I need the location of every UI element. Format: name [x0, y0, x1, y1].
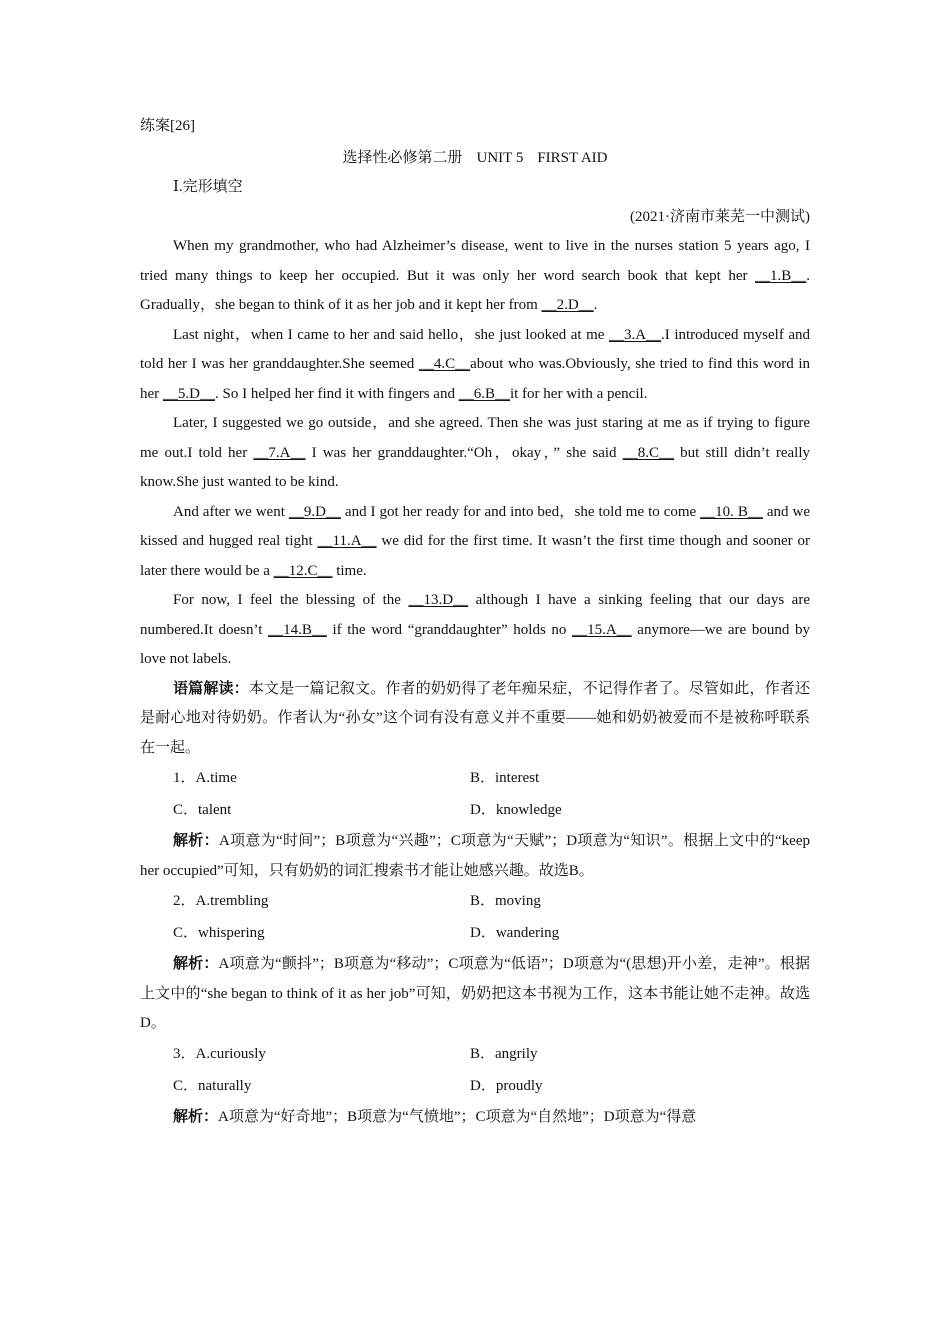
text: .I introduced myself and told her I was her granddaughter.She seemed	[140, 326, 810, 372]
text: if the word “granddaughter” holds no	[326, 621, 573, 638]
answer-blank: __1.B__	[754, 267, 807, 284]
option-d: D．proudly	[470, 1077, 543, 1094]
text: I was her granddaughter.“Oh，okay，” she said	[305, 444, 623, 461]
option-row	[173, 763, 810, 795]
explanation-text: A项意为“时间”；B项意为“兴趣”；C项意为“天赋”；D项意为“知识”。根据上文中的“keep her occupied”可知，只有奶奶的词汇搜索书才能让她感兴趣。故选B。	[140, 833, 810, 879]
text: For now, I feel the blessing of the	[173, 592, 409, 608]
text: and we kissed and hugged real tight	[140, 503, 810, 549]
passage-paragraph-3	[140, 409, 810, 498]
answer-blank: __5.D__	[162, 385, 215, 402]
passage-paragraph-1	[140, 232, 810, 321]
exercise-label: 练案[26]	[140, 118, 195, 134]
answer-blank: __11.A__	[317, 533, 377, 549]
option-b: B．angrily	[470, 1045, 538, 1062]
question-3	[140, 1039, 810, 1133]
text: time.	[332, 562, 367, 579]
option-a: 3．A.curiously	[173, 1045, 266, 1062]
answer-blank: __13.D__	[408, 592, 469, 608]
text: and I got her ready for and into bed，she told me to come	[340, 503, 701, 520]
title-book: 选择性必修第二册	[342, 149, 463, 166]
source-note: (2021·济南市莱芜一中测试)	[630, 208, 810, 225]
text: . So I helped her find it with fingers and	[215, 385, 459, 402]
answer-blank: __7.A__	[253, 444, 306, 461]
answer-blank: __2.D__	[541, 297, 594, 313]
text: Later, I suggested we go outside，and she agreed. Then she was just staring at me as if trying to figure me out.I told her	[140, 415, 810, 461]
document-page	[140, 112, 810, 1132]
option-row	[173, 795, 810, 827]
option-b: B．moving	[470, 893, 541, 910]
option-c: C．talent	[173, 802, 232, 819]
option-a: 2．A.trembling	[173, 893, 269, 910]
question-2	[140, 886, 810, 1039]
option-a: 1．A.time	[173, 770, 237, 787]
answer-blank: __12.C__	[273, 562, 333, 579]
text: it for her with a pencil.	[509, 385, 648, 402]
passage-analysis	[140, 675, 810, 764]
explanation	[140, 827, 810, 886]
analysis-label: 语篇解读：	[173, 680, 249, 697]
option-row	[173, 886, 810, 918]
passage-paragraph-5	[140, 586, 810, 675]
passage-paragraph-4	[140, 498, 810, 587]
answer-blank: __10. B__	[700, 503, 763, 520]
explanation-text: A项意为“颤抖”；B项意为“移动”；C项意为“低语”；D项意为“(思想)开小差，走神”。根据上文中的“she began to think of it as her job”可知，奶奶把这本书视为工作，这本书能让她不走神。故选D。	[140, 956, 810, 1031]
text: about who was.Obviously, she tried to find this word in her	[140, 356, 811, 402]
explanation-label: 解析：	[173, 1108, 219, 1125]
question-1	[140, 763, 810, 886]
text: When my grandmother, who had Alzheimer’s disease, went to live in the nurses station 5 years ago, I tried many things to keep her occupied. But it was only her word search book that kept her	[140, 238, 810, 284]
text: .	[593, 297, 598, 313]
explanation-label: 解析：	[173, 833, 219, 849]
option-c: C．whispering	[173, 925, 265, 942]
explanation	[140, 950, 810, 1039]
text: anymore—we are bound by love not labels.	[140, 621, 810, 667]
answer-blank: __9.D__	[288, 503, 341, 520]
explanation-label: 解析：	[173, 956, 219, 972]
text: although I have a sinking feeling that our days are numbered.It doesn’t	[140, 592, 810, 638]
section-heading: Ⅰ.完形填空	[173, 179, 243, 195]
answer-blank: __14.B__	[268, 621, 327, 638]
option-d: D．wandering	[470, 925, 560, 942]
explanation	[140, 1103, 810, 1133]
text: we did for the first time. It wasn’t the first time though and sooner or later there would be a	[140, 533, 811, 579]
explanation-text: A项意为“好奇地”；B项意为“气愤地”；C项意为“自然地”；D项意为“得意	[218, 1108, 697, 1125]
text: And after we went	[173, 503, 289, 520]
analysis-text: 本文是一篇记叙文。作者的奶奶得了老年痴呆症，不记得作者了。尽管如此，作者还是耐心地对待奶奶。作者认为“孙女”这个词有没有意义并不重要——她和奶奶被爱而不是被称呼联系在一起。	[140, 680, 810, 756]
page-title	[140, 144, 810, 174]
passage-paragraph-2	[140, 321, 810, 410]
option-d: D．knowledge	[470, 802, 562, 819]
option-row	[173, 1071, 810, 1103]
answer-blank: __8.C__	[622, 444, 674, 461]
answer-blank: __3.A__	[608, 326, 662, 343]
title-unit: UNIT 5	[476, 149, 524, 166]
option-row	[173, 918, 810, 950]
option-c: C．naturally	[173, 1077, 252, 1094]
text: . Gradually，she began to think of it as her job and it kept her from	[140, 267, 810, 313]
answer-blank: __6.B__	[458, 385, 510, 402]
text: but still didn’t really know.She just wanted to be kind.	[140, 444, 810, 490]
option-b: B．interest	[470, 770, 540, 787]
text: Last night，when I came to her and said hello，she just looked at me	[173, 326, 609, 343]
answer-blank: __4.C__	[418, 356, 471, 372]
answer-blank: __15.A__	[572, 621, 632, 638]
title-topic: FIRST AID	[537, 149, 608, 166]
option-row	[173, 1039, 810, 1071]
